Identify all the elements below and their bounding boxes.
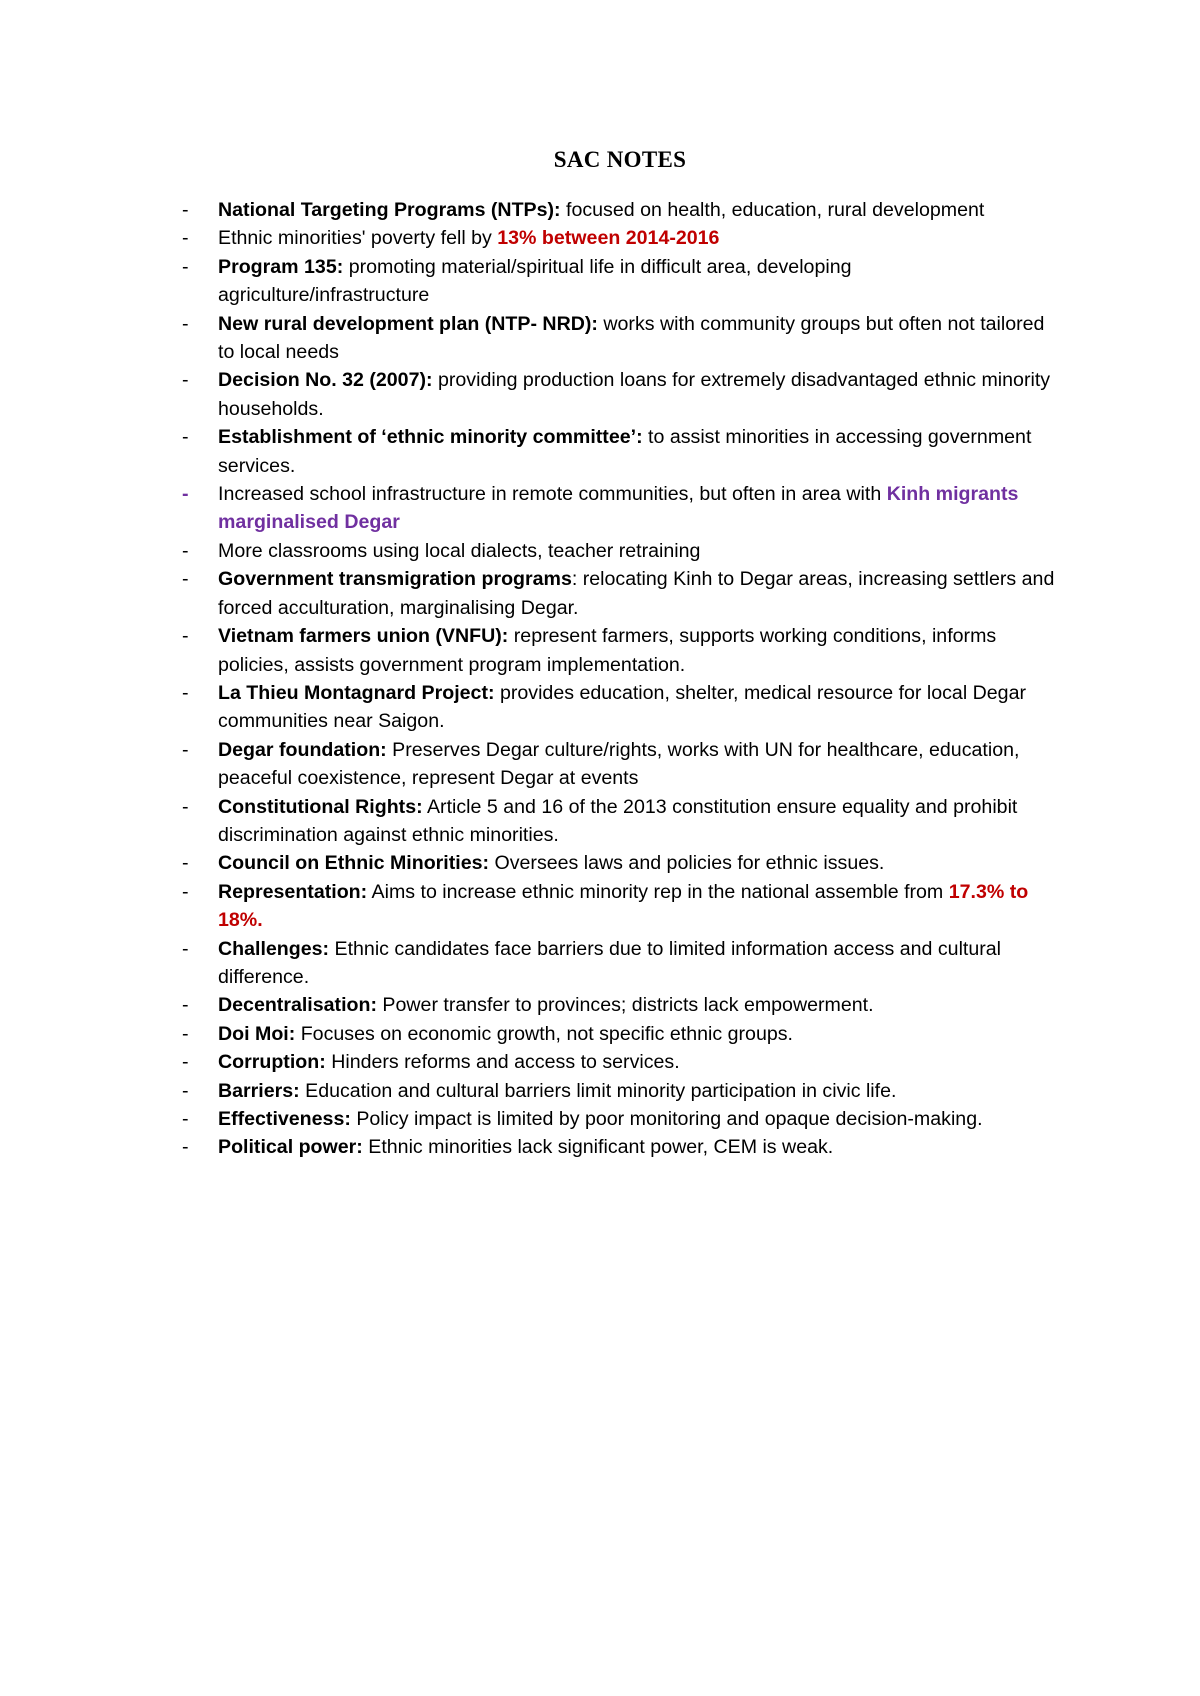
bullet-dash: - xyxy=(182,1079,189,1102)
note-text: Ethnic minorities lack significant power, CEM is weak. xyxy=(362,1136,834,1159)
bullet-dash: - xyxy=(182,539,189,562)
bullet-dash: - xyxy=(182,1051,189,1074)
note-text: providing production loans for extremely disadvantaged ethnic minority households. xyxy=(218,369,1051,420)
note-item xyxy=(182,878,1062,935)
note-text: represent farmers, supports working conditions, informs policies, assists government program implementation. xyxy=(218,625,997,676)
note-item xyxy=(182,366,1062,423)
note-text: Focuses on economic growth, not specific ethnic groups. xyxy=(295,1022,793,1045)
bullet-dash: - xyxy=(182,738,189,761)
note-item xyxy=(182,679,1062,736)
bullet-dash: - xyxy=(182,227,189,250)
note-item xyxy=(182,1020,1062,1048)
note-label: National Targeting Programs (NTPs): xyxy=(218,199,561,221)
note-text: Article 5 and 16 of the 2013 constitution ensure equality and prohibit discrimination against ethnic minorities. xyxy=(218,795,1018,846)
note-highlight-red: 13% between 2014-2016 xyxy=(497,227,720,250)
note-label: Decentralisation: xyxy=(218,994,377,1017)
bullet-dash: - xyxy=(182,426,189,449)
note-item xyxy=(182,793,1062,850)
note-text: Oversees laws and policies for ethnic issues. xyxy=(489,852,885,875)
note-label: Degar foundation: xyxy=(218,738,387,761)
note-item xyxy=(182,935,1062,992)
note-highlight-red: 17.3% to 18%. xyxy=(218,880,1029,932)
bullet-dash: - xyxy=(182,625,189,648)
note-label: Corruption: xyxy=(218,1051,326,1074)
bullet-dash: - xyxy=(182,681,189,704)
note-text: Hinders reforms and access to services. xyxy=(325,1051,680,1074)
note-label: Program 135: xyxy=(218,255,344,278)
note-label: Constitutional Rights: xyxy=(218,795,423,818)
note-item xyxy=(182,1105,1062,1133)
note-item xyxy=(182,991,1062,1019)
note-label: Government transmigration programs xyxy=(218,568,572,591)
bullet-dash: - xyxy=(182,255,189,278)
note-label: Representation: xyxy=(218,880,368,903)
note-text: Aims to increase ethnic minority rep in the national assemble from xyxy=(367,880,949,903)
note-item xyxy=(182,423,1062,480)
bullet-dash: - xyxy=(182,568,189,591)
bullet-dash: - xyxy=(182,852,189,875)
notes-list xyxy=(182,196,1062,1162)
note-item xyxy=(182,1077,1062,1105)
note-text: Preserves Degar culture/rights, works with UN for healthcare, education, peaceful coexistence, represent Degar at events xyxy=(218,738,1020,790)
note-label: Political power: xyxy=(218,1136,363,1159)
note-label: Establishment of ‘ethnic minority committee’: xyxy=(218,426,643,449)
note-item xyxy=(182,565,1062,622)
note-item xyxy=(182,253,1062,310)
note-text: Ethnic minorities' poverty fell by xyxy=(218,227,498,250)
note-item xyxy=(182,224,1062,252)
note-item xyxy=(182,736,1062,793)
note-item xyxy=(182,480,1062,537)
note-item xyxy=(182,537,1062,565)
bullet-dash: - xyxy=(182,483,189,506)
note-text: Policy impact is limited by poor monitoring and opaque decision-making. xyxy=(350,1108,983,1130)
bullet-dash: - xyxy=(182,199,189,221)
note-label: Barriers: xyxy=(218,1079,300,1102)
page-title: SAC NOTES xyxy=(553,147,687,172)
bullet-dash: - xyxy=(182,937,189,960)
note-text: : relocating Kinh to Degar areas, increasing settlers and forced acculturation, marginalising Degar. xyxy=(218,568,1055,619)
bullet-dash: - xyxy=(182,1108,189,1130)
note-item xyxy=(182,310,1062,367)
bullet-dash: - xyxy=(182,1022,189,1045)
note-label: Doi Moi: xyxy=(218,1022,296,1045)
note-item xyxy=(182,622,1062,679)
note-label: Vietnam farmers union (VNFU): xyxy=(218,625,509,648)
note-item xyxy=(182,1048,1062,1076)
bullet-dash: - xyxy=(182,369,189,392)
note-text: Increased school infrastructure in remote communities, but often in area with xyxy=(218,483,887,506)
note-item xyxy=(182,196,1062,224)
note-text: Education and cultural barriers limit minority participation in civic life. xyxy=(299,1079,897,1102)
note-text: Power transfer to provinces; districts lack empowerment. xyxy=(376,994,874,1017)
note-label: Effectiveness: xyxy=(218,1108,351,1130)
note-item xyxy=(182,849,1062,877)
note-text: promoting material/spiritual life in difficult area, developing agriculture/infrastructure xyxy=(218,255,852,307)
note-label: Council on Ethnic Minorities: xyxy=(218,852,490,875)
bullet-dash: - xyxy=(182,795,189,818)
note-item xyxy=(182,1133,1062,1161)
note-text: More classrooms using local dialects, teacher retraining xyxy=(218,539,701,562)
bullet-dash: - xyxy=(182,880,189,903)
note-text: works with community groups but often not tailored to local needs xyxy=(218,312,1045,364)
bullet-dash: - xyxy=(182,1136,189,1159)
note-text: to assist minorities in accessing government services. xyxy=(218,426,1032,477)
note-label: La Thieu Montagnard Project: xyxy=(218,681,495,704)
note-label: New rural development plan (NTP- NRD): xyxy=(218,312,598,335)
note-text: provides education, shelter, medical resource for local Degar communities near Saigon. xyxy=(218,681,1026,733)
note-label: Decision No. 32 (2007): xyxy=(218,369,433,392)
note-text: focused on health, education, rural development xyxy=(560,199,985,221)
note-highlight-purple: Kinh migrants marginalised Degar xyxy=(218,483,1019,534)
note-text: Ethnic candidates face barriers due to limited information access and cultural difference. xyxy=(218,937,1002,988)
bullet-dash: - xyxy=(182,994,189,1017)
bullet-dash: - xyxy=(182,312,189,335)
note-label: Challenges: xyxy=(218,937,330,960)
